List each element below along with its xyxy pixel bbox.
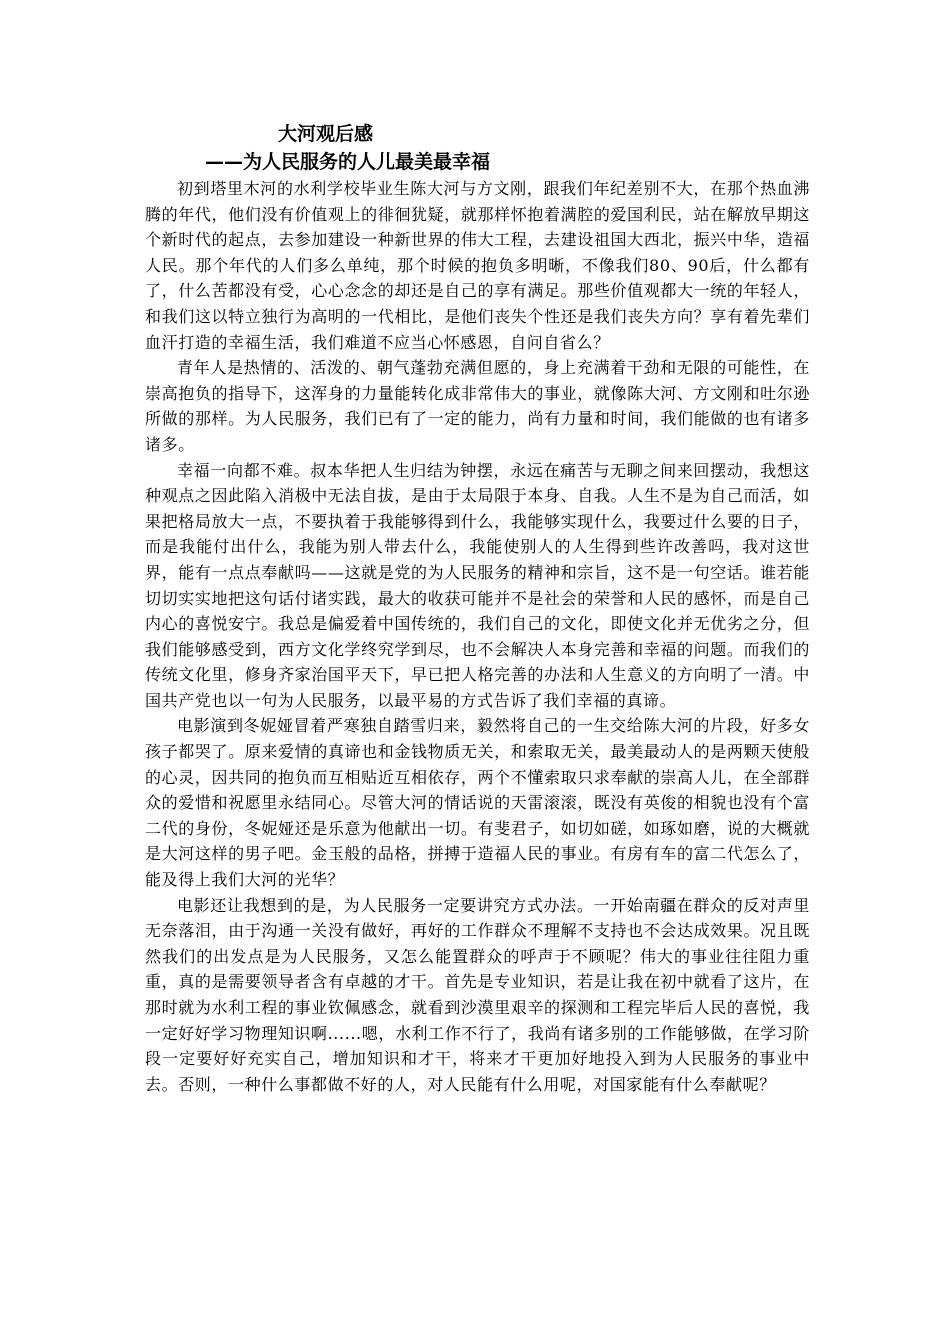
paragraph: 电影还让我想到的是，为人民服务一定要讲究方式办法。一开始南疆在群众的反对声里无奈落泪，由于沟通一关没有做好，再好的工作群众不理解不支持也不会达成效果。况且既然我们的出发点是为人民服务，又怎么能置群众的呼声于不顾呢？伟大的事业往往阻力重重，真的是需要领导者含有卓越的才干。首先是专业知识，若是让我在初中就看了这片，在那时就为水利工程的事业钦佩感念，就看到沙漠里艰辛的探测和工程完毕后人民的喜悦，我一定好好学习物理知识啊......嗯，水利工作不行了，我尚有诸多别的工作能够做，在学习阶段一定要好好充实自己，增加知识和才干，将来才干更加好地投入到为人民服务的事业中去。否则，一种什么事都做不好的人，对人民能有什么用呢，对国家能有什么奉献呢？ — [145, 895, 810, 1094]
paragraph: 电影演到冬妮娅冒着严寒独自踏雪归来，毅然将自己的一生交给陈大河的片段，好多女孩子都哭了。原来爱情的真谛也和金钱物质无关，和索取无关，最美最动人的是两颗天使般的心灵，因共同的抱负而互相贴近互相依存，两个不懂索取只求奉献的崇高人儿，在全部群众的爱惜和祝愿里永结同心。尽管大河的情话说的天雷滚滚，既没有英俊的相貌也没有个富二代的身份，冬妮娅还是乐意为他献出一切。有斐君子，如切如磋，如琢如磨，说的大概就是大河这样的男子吧。金玉般的品格，拼搏于造福人民的事业。有房有车的富二代怎么了，能及得上我们大河的光华？ — [145, 716, 810, 890]
paragraph: 青年人是热情的、活泼的、朝气蓬勃充满但愿的，身上充满着干劲和无限的可能性，在崇高抱负的指导下，这浑身的力量能转化成非常伟大的事业，就像陈大河、方文刚和吐尔逊所做的那样。为人民服务，我们已有了一定的能力，尚有力量和时间，我们能做的也有诸多诸多。 — [145, 358, 810, 454]
document-subtitle: ——为人民服务的人儿最美最幸福 — [205, 151, 491, 173]
paragraph: 初到塔里木河的水利学校毕业生陈大河与方文刚，跟我们年纪差别不大，在那个热血沸腾的年代，他们没有价值观上的徘徊犹疑，就那样怀抱着满腔的爱国利民，站在解放早期这个新时代的起点，去参加建设一种新世界的伟大工程，去建设祖国大西北，振兴中华，造福人民。那个年代的人们多么单纯，那个时候的抱负多明晰，不像我们80、90后，什么都有了，什么苦都没有受，心心念念的却还是自己的享有满足。那些价值观都大一统的年轻人，和我们这以特立独行为高明的一代相比，是他们丧失个性还是我们丧失方向？享有着先辈们血汗打造的幸福生活，我们难道不应当心怀感恩，自问自省么？ — [145, 179, 810, 352]
document-page — [145, 120, 810, 1097]
paragraph: 幸福一向都不难。叔本华把人生归结为钟摆，永远在痛苦与无聊之间来回摆动，我想这种观点之因此陷入消极中无法自拔，是由于太局限于本身、自我。人生不是为自己而活，如果把格局放大一点，不要执着于我能够得到什么，我能够实现什么，我要过什么要的日子，而是我能付出什么，我能为别人带去什么，我能使别人的人生得到些许改善吗，我对这世界，能有一点点奉献吗——这就是党的为人民服务的精神和宗旨，这不是一句空话。谁若能切切实实地把这句话付诸实践，最大的收获可能并不是社会的荣誉和人民的感怀，而是自己内心的喜悦安宁。我总是偏爱着中国传统的，我们自己的文化，即使文化并无优劣之分，但我们能够感受到，西方文化学终究学到尽，也不会解决人本身完善和幸福的问题。而我们的传统文化里，修身齐家治国平天下，早已把人格完善的办法和人生意义的方向明了一清。中国共产党也以一句为人民服务，以最平易的方式告诉了我们幸福的真谛。 — [145, 460, 810, 710]
document-title: 大河观后感 — [278, 123, 374, 145]
document-body — [145, 176, 810, 1097]
